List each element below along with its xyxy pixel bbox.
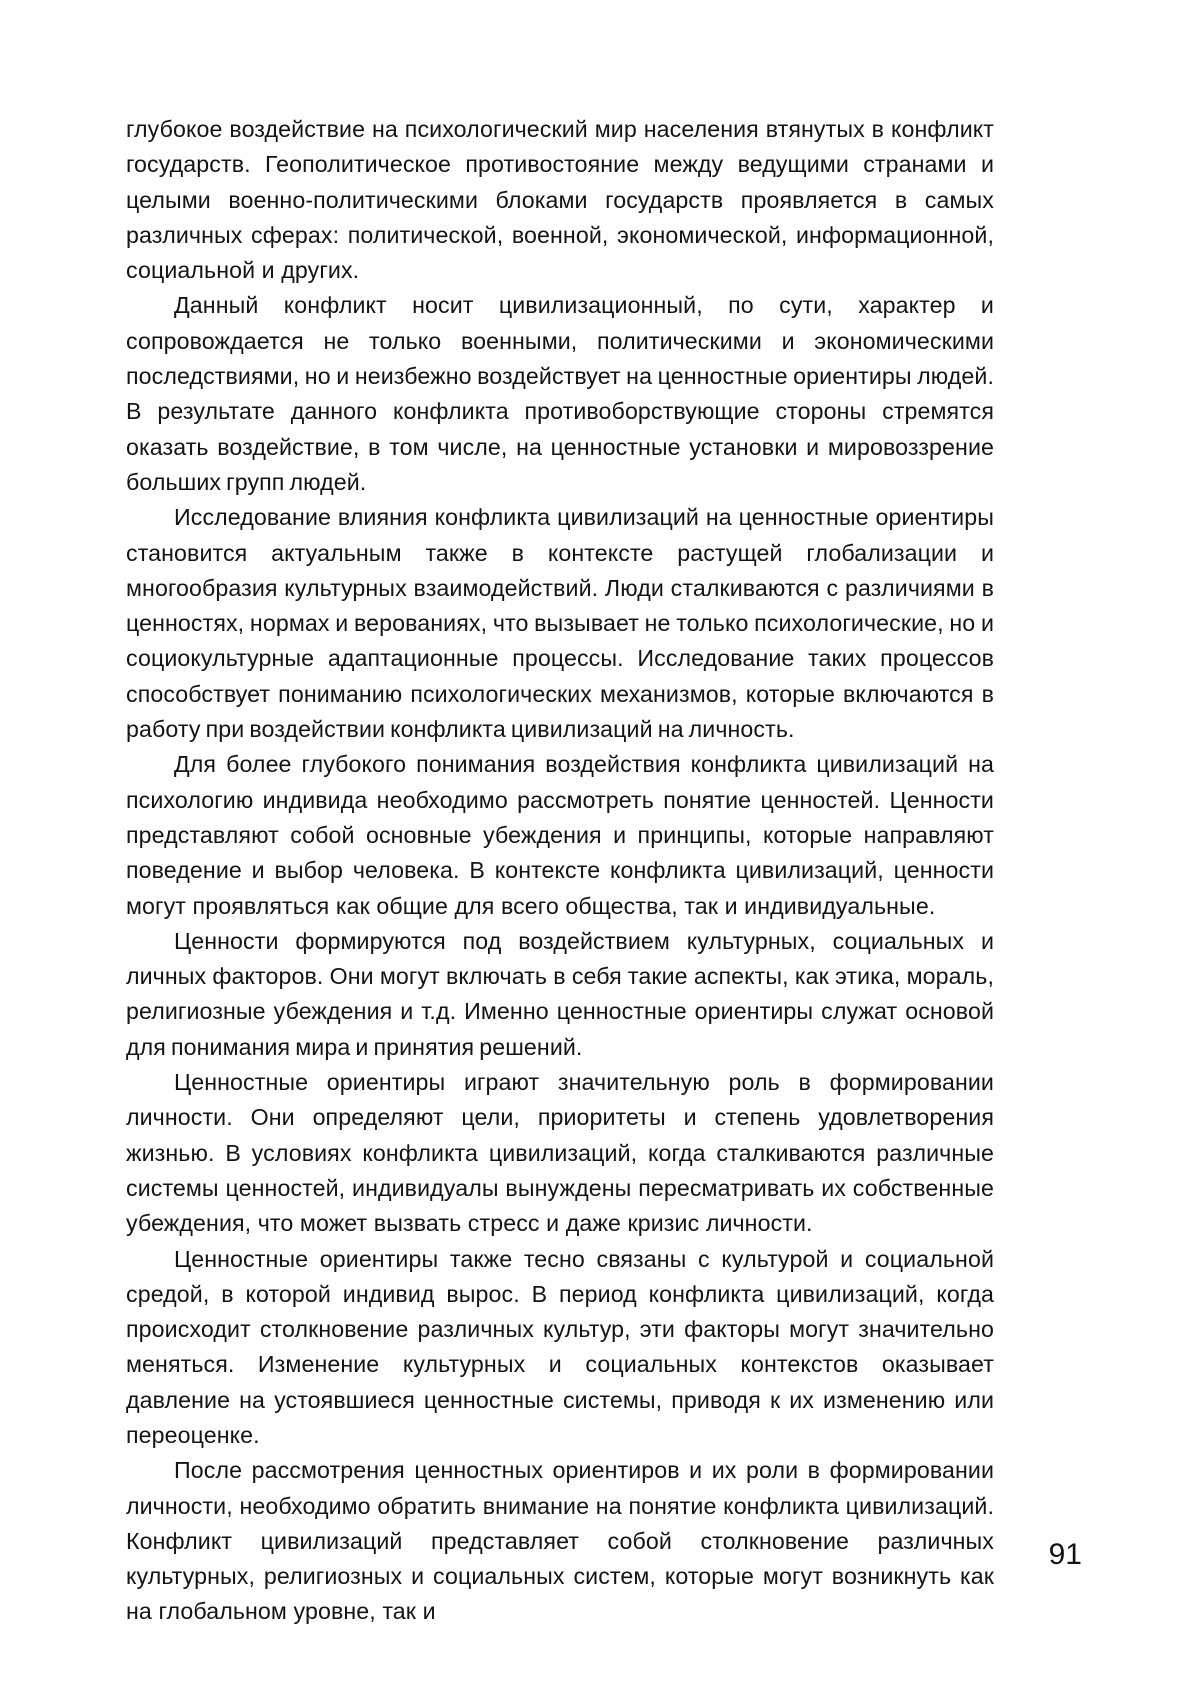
- paragraph-3: Исследование влияния конфликта цивилизаций на ценностные ориентиры становится актуальным также в контексте растущей глобализации и многообразия культурных взаимодействий. Люди сталкиваются с различиями в ценностях, нормах и верованиях, что вызывает не только психологические, но и социокультурные адаптационные процессы. Исследование таких процессов способствует пониманию психологических механизмов, которые включаются в работу при воздействии конфликта цивилизаций на личность.: [126, 504, 994, 743]
- paragraph-4: Для более глубокого понимания воздействия конфликта цивилизаций на психологию индивида необходимо рассмотреть понятие ценностей. Ценности представляют собой основные убеждения и принципы, которые направляют поведение и выбор человека. В контексте конфликта цивилизаций, ценности могут проявляться как общие для всего общества, так и индивидуальные.: [126, 751, 994, 919]
- page-number: 91: [1048, 1538, 1082, 1571]
- paragraph-8: После рассмотрения ценностных ориентиров и их роли в формировании личности, необходимо обратить внимание на понятие конфликта цивилизаций. Конфликт цивилизаций представляет собой столкновение различных культурных, религиозных и социальных систем, которые могут возникнуть как на глобальном уровне, так и: [126, 1457, 994, 1625]
- paragraph-6: Ценностные ориентиры играют значительную роль в формировании личности. Они определяют цели, приоритеты и степень удовлетворения жизнью. В условиях конфликта цивилизаций, когда сталкиваются различные системы ценностей, индивидуалы вынуждены пересматривать их собственные убеждения, что может вызвать стресс и даже кризис личности.: [126, 1069, 994, 1237]
- paragraph-7: Ценностные ориентиры также тесно связаны с культурой и социальной средой, в которой индивид вырос. В период конфликта цивилизаций, когда происходит столкновение различных культур, эти факторы могут значительно меняться. Изменение культурных и социальных контекстов оказывает давление на устоявшиеся ценностные системы, приводя к их изменению или переоценке.: [126, 1245, 994, 1448]
- paragraph-2: Данный конфликт носит цивилизационный, по сути, характер и сопровождается не только военными, политическими и экономическими последствиями, но и неизбежно воздействует на ценностные ориентиры людей. В результате данного конфликта противоборствующие стороны стремятся оказать воздействие, в том числе, на ценностные установки и мировоззрение больших групп людей.: [126, 292, 994, 495]
- page-body-text: [126, 112, 994, 1630]
- paragraph-1: глубокое воздействие на психологический мир населения втянутых в конфликт государств. Геополитическое противостояние между ведущими странами и целыми военно-политическими блоками государств проявляется в самых различных сферах: политической, военной, экономической, информационной, социальной и других.: [126, 116, 994, 284]
- paragraph-5: Ценности формируются под воздействием культурных, социальных и личных факторов. Они могут включать в себя такие аспекты, как этика, мораль, религиозные убеждения и т.д. Именно ценностные ориентиры служат основой для понимания мира и принятия решений.: [126, 927, 994, 1060]
